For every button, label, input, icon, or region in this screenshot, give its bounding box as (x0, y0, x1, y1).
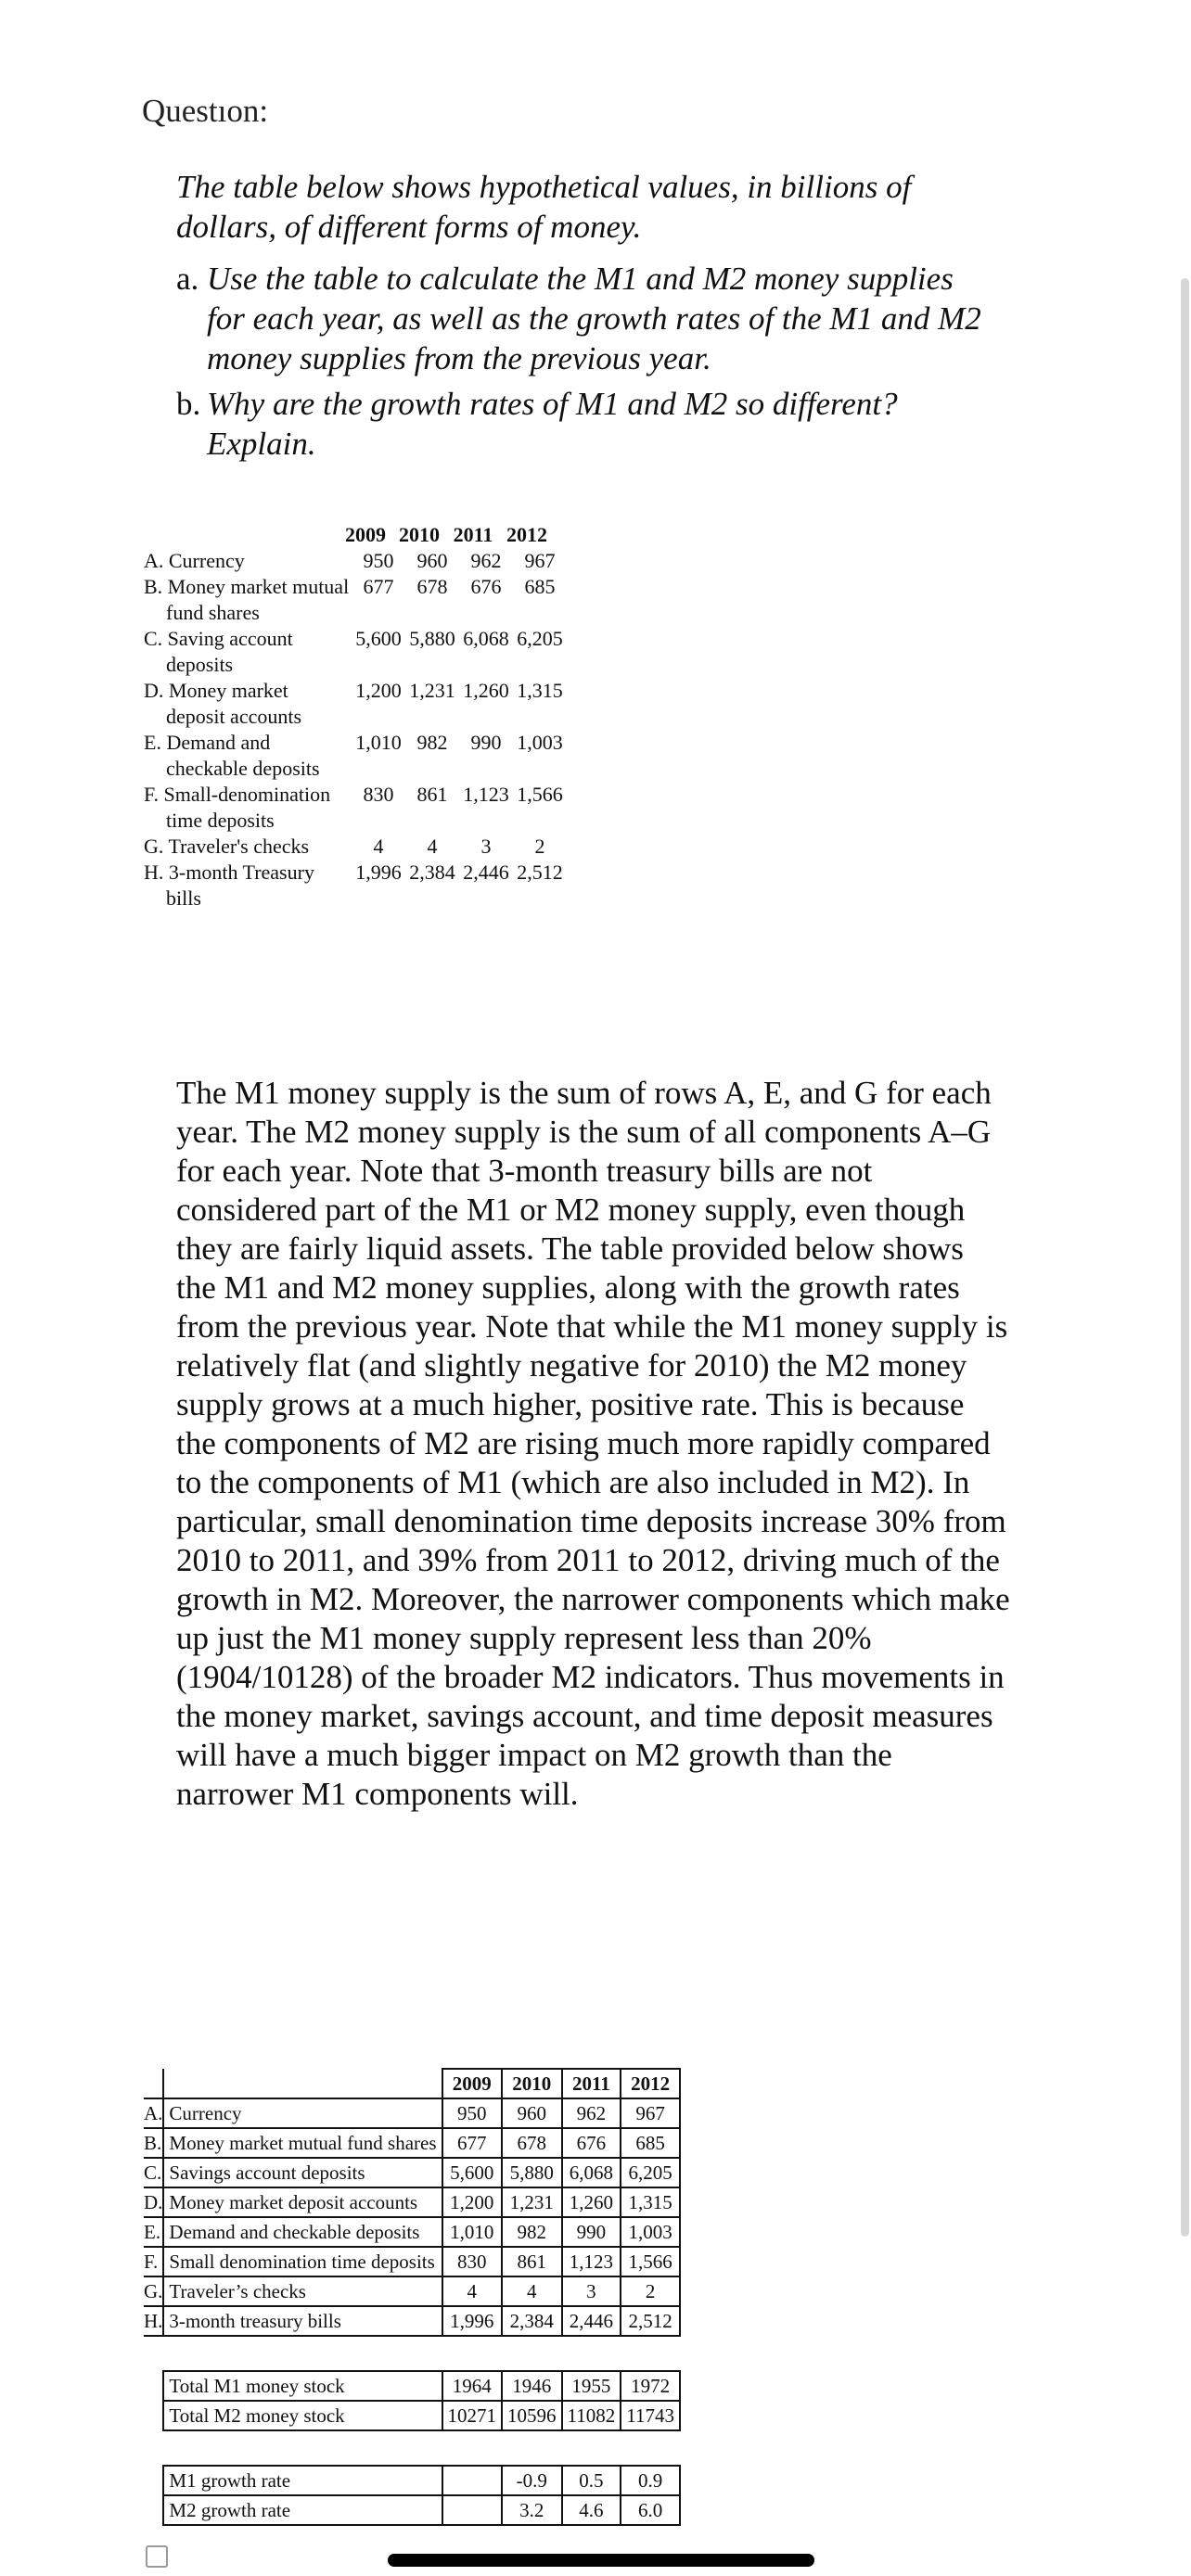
question-item (176, 259, 992, 378)
row-label: Money market deposit accounts (163, 2187, 442, 2217)
row-letter: G. (144, 2276, 163, 2306)
cell-value: 1972 (621, 2371, 680, 2401)
cell-value: 6.0 (621, 2495, 680, 2525)
table-row (144, 2158, 680, 2187)
year-header: 2010 (502, 2069, 562, 2098)
table-row (144, 2306, 680, 2336)
row-label: A. Currency (144, 549, 245, 572)
cell-value: 677 (442, 2128, 503, 2158)
row-label: Total M2 money stock (163, 2401, 442, 2430)
question-item (176, 384, 992, 464)
cell-value: 2,384 (502, 2306, 562, 2336)
row-label: 3-month treasury bills (163, 2306, 442, 2336)
cell-value: 861 (416, 783, 448, 806)
prompt-intro: The table below shows hypothetical values, in billions of dollars, of different forms of money. (176, 169, 912, 245)
row-label: H. 3-month Treasury bills (144, 861, 314, 910)
question-text: Use the table to calculate the M1 and M2 money supplies for each year, as well as the growth rates of the M1 and M2 money supplies from the previous year. (207, 261, 981, 376)
cell-value: 0.9 (621, 2466, 680, 2495)
cell-value: 950 (442, 2098, 503, 2128)
row-label: Traveler’s checks (163, 2276, 442, 2306)
cell-value: 5,600 (355, 627, 402, 650)
cell-value: 1,566 (517, 783, 563, 806)
cell-value: 861 (502, 2247, 562, 2276)
cell-value: 6,068 (562, 2158, 621, 2187)
cell-value: 5,880 (502, 2158, 562, 2187)
year-header: 2009 (345, 523, 386, 546)
cell-value: 1,003 (621, 2217, 680, 2247)
cell-value: 1,996 (442, 2306, 503, 2336)
cell-value: 5,880 (409, 627, 455, 650)
vertical-scrollbar[interactable] (1181, 278, 1189, 2237)
year-header: 2009 (442, 2069, 503, 2098)
cell-value: 2,512 (517, 861, 563, 884)
row-letter: H. (144, 2306, 163, 2336)
row-letter: F. (144, 2247, 163, 2276)
table-row (144, 834, 570, 860)
cell-value: 678 (416, 575, 448, 598)
cell-value: 1,010 (355, 731, 402, 754)
cell-value: 1,123 (463, 783, 509, 806)
cell-value: 1,566 (621, 2247, 680, 2276)
cell-value: 2 (534, 835, 545, 858)
row-label: Currency (163, 2098, 442, 2128)
cell-value: 1,200 (355, 679, 402, 702)
cell-value: 982 (502, 2217, 562, 2247)
cell-value: 11082 (562, 2401, 621, 2430)
cell-value (442, 2466, 503, 2495)
cell-value: 3.2 (502, 2495, 562, 2525)
table-row (144, 2247, 680, 2276)
cell-value: 967 (621, 2098, 680, 2128)
row-label: Small denomination time deposits (163, 2247, 442, 2276)
cell-value: 2 (621, 2276, 680, 2306)
cell-value: 676 (562, 2128, 621, 2158)
cell-value: 6,205 (517, 627, 563, 650)
cell-value: 982 (416, 731, 448, 754)
row-label: M2 growth rate (163, 2495, 442, 2525)
table-row (144, 2495, 680, 2525)
answer-explanation: The M1 money supply is the sum of rows A, E, and G for each year. The M2 money supply is the sum of all components A–G for each year. Note that 3-month treasury bills are not considered part of the M1 or M2 money supply, even though they are fairly liquid assets. The table provided below shows the M1 and M2 money supplies, along with the growth rates from the previous year. Note that while the M1 money supply is relatively flat (and slightly negative for 2010) the M2 money supply grows at a much higher, positive rate. This is because the components of M2 are rising much more rapidly compared to the components of M1 (which are also included in M2). In particular, small denomination time deposits increase 30% from 2010 to 2011, and 39% from 2011 to 2012, driving much of the growth in M2. Moreover, the narrower components which make up just the M1 money supply represent less than 20% (1904/10128) of the broader M2 indicators. Thus movements in the money market, savings account, and time deposit measures will have a much bigger impact on M2 growth than the narrower M1 components will. (176, 1075, 1010, 1812)
year-header: 2011 (453, 523, 493, 546)
table-row (144, 860, 570, 912)
row-label: C. Saving account deposits (144, 627, 293, 676)
cell-value: 950 (363, 549, 394, 572)
question-list (176, 259, 992, 464)
row-label: E. Demand and checkable deposits (144, 731, 320, 780)
cell-value: 1955 (562, 2371, 621, 2401)
cell-value: 11743 (621, 2401, 680, 2430)
cell-value: 3 (562, 2276, 621, 2306)
cell-value: 685 (524, 575, 556, 598)
table-header-row (144, 2069, 680, 2098)
year-header: 2011 (562, 2069, 621, 2098)
cell-value: 967 (524, 549, 556, 572)
row-letter: E. (144, 2217, 163, 2247)
cell-value: 5,600 (442, 2158, 503, 2187)
question-letter: b. (176, 386, 201, 422)
table-row (144, 2371, 680, 2401)
row-letter: D. (144, 2187, 163, 2217)
cell-value: 3 (480, 835, 492, 858)
cell-value: 1,003 (517, 731, 563, 754)
cell-value: 1964 (442, 2371, 503, 2401)
cell-value: 830 (363, 783, 394, 806)
row-label: Savings account deposits (163, 2158, 442, 2187)
row-label: Money market mutual fund shares (163, 2128, 442, 2158)
cell-value: 1,260 (463, 679, 509, 702)
money-forms-table (144, 522, 570, 912)
cell-value: 10596 (502, 2401, 562, 2430)
cell-value: 1946 (502, 2371, 562, 2401)
home-indicator[interactable] (388, 2554, 814, 2567)
row-label: G. Traveler's checks (144, 835, 310, 858)
cell-value: 678 (502, 2128, 562, 2158)
table-row (144, 2276, 680, 2306)
table-row (144, 2217, 680, 2247)
cell-value: 6,205 (621, 2158, 680, 2187)
row-label: Total M1 money stock (163, 2371, 442, 2401)
cell-value: 962 (470, 549, 502, 572)
table-row (144, 678, 570, 730)
table-row (144, 730, 570, 782)
cell-value: 6,068 (463, 627, 509, 650)
table-row (144, 2098, 680, 2128)
cell-value: 990 (470, 731, 502, 754)
checkbox-icon[interactable] (146, 2545, 168, 2568)
cell-value: 960 (502, 2098, 562, 2128)
cell-value: 4 (502, 2276, 562, 2306)
cell-value: 2,384 (409, 861, 455, 884)
row-letter: C. (144, 2158, 163, 2187)
row-label: B. Money market mutual fund shares (144, 575, 350, 624)
cell-value: 4.6 (562, 2495, 621, 2525)
table-row (144, 2401, 680, 2430)
row-letter: B. (144, 2128, 163, 2158)
row-letter: A. (144, 2098, 163, 2128)
cell-value: 1,231 (502, 2187, 562, 2217)
table-row (144, 2128, 680, 2158)
cell-value: 2,512 (621, 2306, 680, 2336)
cell-value: -0.9 (502, 2466, 562, 2495)
cell-value: 1,315 (517, 679, 563, 702)
cell-value: 1,996 (355, 861, 402, 884)
cell-value: 1,315 (621, 2187, 680, 2217)
row-label: D. Money market deposit accounts (144, 679, 302, 728)
cell-value: 830 (442, 2247, 503, 2276)
cell-value: 990 (562, 2217, 621, 2247)
question-letter: a. (176, 261, 199, 297)
cell-value: 0.5 (562, 2466, 621, 2495)
question-prompt (176, 167, 992, 469)
cell-value: 2,446 (562, 2306, 621, 2336)
table-row (144, 2187, 680, 2217)
row-label: M1 growth rate (163, 2466, 442, 2495)
cell-value: 10271 (442, 2401, 503, 2430)
year-header: 2012 (506, 523, 547, 546)
cell-value: 4 (373, 835, 384, 858)
year-header: 2010 (399, 523, 440, 546)
table-row (144, 2466, 680, 2495)
table-row (144, 782, 570, 834)
cell-value (442, 2495, 503, 2525)
cell-value: 1,123 (562, 2247, 621, 2276)
cell-value: 4 (442, 2276, 503, 2306)
cell-value: 960 (416, 549, 448, 572)
row-label: Demand and checkable deposits (163, 2217, 442, 2247)
table-row (144, 574, 570, 626)
cell-value: 962 (562, 2098, 621, 2128)
year-header: 2012 (621, 2069, 680, 2098)
table-row (144, 626, 570, 678)
cell-value: 1,010 (442, 2217, 503, 2247)
table-header (144, 522, 570, 548)
question-heading: Questıon: (142, 93, 269, 129)
money-supply-answer-table (144, 2068, 681, 2526)
row-label: F. Small-denomination time deposits (144, 783, 331, 832)
cell-value: 1,231 (409, 679, 455, 702)
cell-value: 676 (470, 575, 502, 598)
cell-value: 2,446 (463, 861, 509, 884)
cell-value: 677 (363, 575, 394, 598)
cell-value: 4 (427, 835, 438, 858)
cell-value: 1,200 (442, 2187, 503, 2217)
cell-value: 685 (621, 2128, 680, 2158)
question-text: Why are the growth rates of M1 and M2 so different? Explain. (207, 386, 898, 462)
cell-value: 1,260 (562, 2187, 621, 2217)
table-row (144, 548, 570, 574)
